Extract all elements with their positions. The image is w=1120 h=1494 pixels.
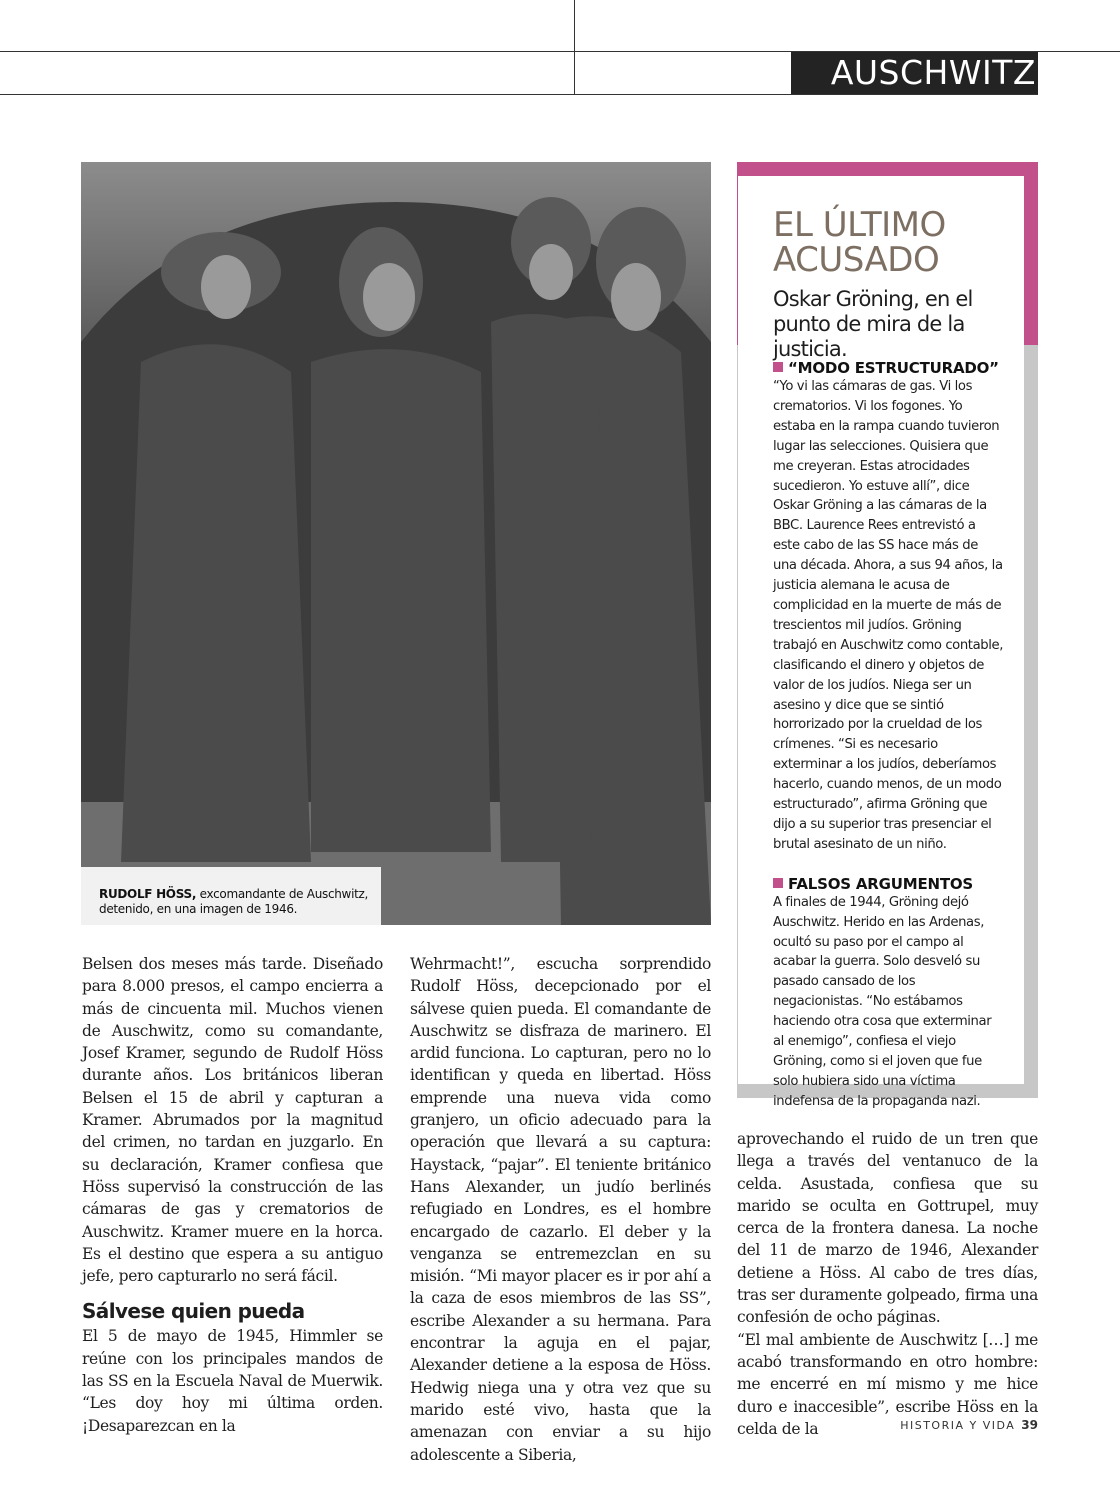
header-rule-lower	[0, 94, 1038, 95]
article-paragraph: Belsen dos meses más tarde. Diseñado para 8.000 presos, el campo encierra a más de cincuenta mil. Muchos vienen de Auschwitz, como su comandante, Josef Kramer, segundo de Rudolf Höss durante años. Los británicos liberan Belsen el 15 de abril y capturan a Kramer. Abrumados por la magnitud del crimen, no tardan en juzgarlo. En su declaración, Kramer confiesa que Höss supervisó la construcción de las cámaras de gas y crematorios de Auschwitz. Kramer muere en la horca. Es el destino que espera a su antiguo jefe, pero capturarlo no será fácil.	[82, 955, 383, 1286]
sidebar-title: EL ÚLTIMO ACUSADO	[773, 205, 946, 280]
photo-illustration	[81, 162, 711, 925]
article-paragraph: El 5 de mayo de 1945, Himmler se reúne con los principales mandos de las SS en la Escuela Naval de Muerwik. “Les doy hoy mi última orden. ¡Desaparezcan en la	[82, 1327, 383, 1435]
article-paragraph: Wehrmacht!”, escucha sorprendido Rudolf Höss, decepcionado por el sálvese quien pueda. El comandante de Auschwitz se disfraza de marinero. El ardid funciona. Lo capturan, pero no lo identifican y queda en libertad. Höss emprende una nueva vida como granjero, un oficio adecuado para la operación que llevará a su captura: Haystack, “pajar”. El teniente británico Hans Alexander, un judío berlinés refugiado en Londres, es el hombre encargado de cazarlo. El deber y la venganza se entremezclan en su misión. “Mi mayor placer es ir por ahí a la caza de esos miembros de las SS”, escribe Alexander a su hermana. Para encontrar la aguja en el pajar, Alexander detiene a la esposa de Höss. Hedwig niega una y otra vez que su marido esté vivo, hasta que la amenazan con enviar a su hijo adolescente a Siberia,	[410, 955, 711, 1464]
section-tag: AUSCHWITZ	[791, 52, 1038, 94]
page-footer	[900, 1418, 1038, 1432]
photo-caption-box	[81, 867, 381, 925]
sidebar-subtitle: Oskar Gröning, en el punto de mira de la justicia.	[773, 287, 973, 361]
page-number: 39	[1021, 1418, 1038, 1432]
article-column-1	[82, 953, 383, 1437]
sidebar-heading-text: “MODO ESTRUCTURADO”	[788, 359, 999, 377]
article-paragraph: “El mal ambiente de Auschwitz […] me acabó transformando en otro hombre: me encerré en mí mismo y me hice duro e inaccesible”, escribe Höss en la celda de la	[737, 1330, 1038, 1438]
article-column-3	[737, 1128, 1038, 1440]
sidebar-paragraph: A finales de 1944, Gröning dejó Auschwitz. Herido en las Ardenas, ocultó su paso por el campo al acabar la guerra. Solo desveló su pasado cansado de los negacionistas. “No estábamos haciendo otra cosa que exterminar al enemigo”, confiesa el viejo Gröning, como si el joven que fue solo hubiera sido una víctima indefensa de la propaganda nazi.	[773, 894, 992, 1109]
sidebar-paragraph: “Yo vi las cámaras de gas. Vi los crematorios. Vi los fogones. Yo estaba en la rampa cuando tuvieron lugar las selecciones. Quisiera que me creyeran. Estas atrocidades sucedieron. Yo estuve allí”, dice Oskar Gröning a las cámaras de la BBC. Laurence Rees entrevistó a este cabo de las SS hace más de una década. Ahora, a sus 94 años, la justicia alemana le acusa de complicidad en la muerte de más de trescientos mil judíos. Gröning trabajó en Auschwitz como contable, clasificando el dinero y objetos de valor de los judíos. Niega ser un asesino y dice que se sintió horrorizado por la crueldad de los crímenes. “Si es necesario exterminar a los judíos, deberíamos hacerlo, cuando menos, de un modo estructurado”, afirma Gröning que dijo a su superior tras presenciar el brutal asesinato de un niño.	[773, 379, 1004, 852]
photo-caption-text: excomandante de Auschwitz, detenido, en una imagen de 1946.	[99, 887, 369, 916]
square-bullet-icon	[773, 878, 783, 888]
sidebar-box	[737, 162, 1038, 1109]
photo-caption	[99, 887, 369, 917]
sidebar-heading	[773, 359, 1003, 377]
sidebar-heading	[773, 875, 1003, 893]
header-divider	[574, 0, 575, 95]
article-subhead: Sálvese quien pueda	[82, 1299, 305, 1324]
article-column-2	[410, 953, 711, 1466]
photo-caption-name: RUDOLF HÖSS,	[99, 887, 197, 901]
photo-rudolf-hoss	[81, 162, 711, 925]
square-bullet-icon	[773, 362, 783, 372]
article-paragraph: aprovechando el ruido de un tren que llega a través del ventanuco de la celda. Asustada, confiesa que su marido se oculta en Gottrupel, muy cerca de la frontera danesa. La noche del 11 de marzo de 1946, Alexander detiene a Höss. Al cabo de tres días, tras ser duramente golpeado, firma una confesión de ocho páginas.	[737, 1130, 1038, 1327]
sidebar-body	[773, 359, 1003, 1112]
sidebar-heading-text: FALSOS ARGUMENTOS	[788, 874, 974, 893]
sidebar-inner	[738, 176, 1024, 1109]
magazine-name: HISTORIA Y VIDA	[900, 1419, 1016, 1432]
